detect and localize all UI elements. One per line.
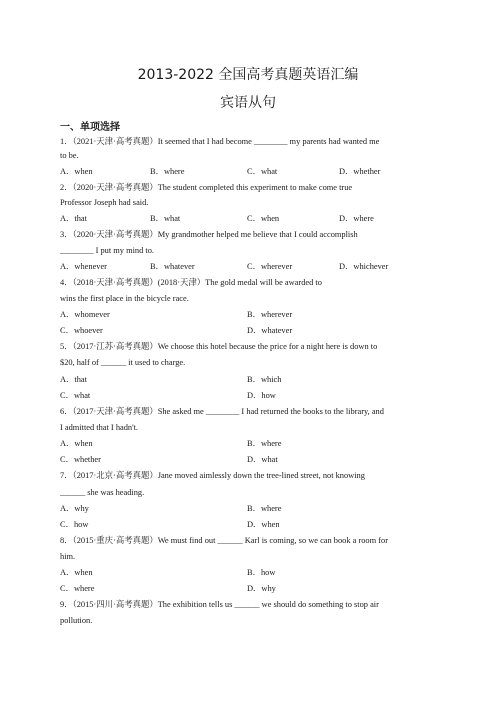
question-4-option-b: B．wherever bbox=[247, 310, 293, 319]
question-4-stem-cont: wins the first place in the bicycle race. bbox=[60, 294, 189, 303]
question-5-option-b: B．which bbox=[247, 375, 282, 384]
question-7-stem: 7．（2017·北京·高考真题）Jane moved aimlessly down the tree-lined street, not knowing bbox=[60, 471, 365, 480]
question-1-stem: 1．（2021·天津·高考真题）It seemed that I had become ________ my parents had wanted me bbox=[60, 137, 380, 146]
question-1-option-b: B．where bbox=[150, 167, 185, 176]
question-6-option-a: A．when bbox=[60, 439, 93, 448]
question-1-option-d: D．whether bbox=[339, 167, 381, 176]
question-1-option-a: A．when bbox=[60, 167, 93, 176]
question-6-stem: 6．（2017·天津·高考真题）She asked me ________ I had returned the books to the library, and bbox=[60, 407, 384, 416]
question-9-stem: 9．（2015·四川·高考真题）The exhibition tells us ______ we should do something to stop air bbox=[60, 600, 379, 609]
question-4-option-a: A．whomever bbox=[60, 310, 110, 319]
question-2-option-c: C．when bbox=[247, 214, 280, 223]
question-4-option-c: C．whoever bbox=[60, 326, 103, 335]
question-5-stem-cont: $20, half of ______ it used to charge. bbox=[60, 358, 186, 367]
question-8-option-c: C．where bbox=[60, 584, 95, 593]
question-2-stem: 2．（2020·天津·高考真题）The student completed this experiment to make come true bbox=[60, 183, 353, 192]
question-4-option-d: D．whatever bbox=[247, 326, 293, 335]
document-title: 2013-2022 全国高考真题英语汇编 bbox=[137, 67, 359, 83]
question-3-stem: 3．（2020·天津·高考真题）My grandmother helped me believe that I could accomplish bbox=[60, 230, 358, 239]
question-7-option-b: B．where bbox=[247, 504, 282, 513]
question-2-option-a: A．that bbox=[60, 214, 87, 223]
question-5-stem: 5．（2017·江苏·高考真题）We choose this hotel because the price for a night here is down to bbox=[60, 342, 378, 351]
question-8-stem: 8．（2015·重庆·高考真题）We must find out ______ Karl is coming, so we can book a room for bbox=[60, 536, 388, 545]
question-5-option-c: C．what bbox=[60, 391, 91, 400]
question-1-option-c: C．what bbox=[247, 167, 278, 176]
question-5-option-d: D．how bbox=[247, 391, 276, 400]
question-2-stem-cont: Professor Joseph had said. bbox=[60, 198, 149, 207]
question-2-option-b: B．what bbox=[150, 214, 181, 223]
question-4-stem: 4．（2018·天津·高考真题）(2018·天津）The gold medal will be awarded to bbox=[60, 278, 322, 287]
question-6-option-d: D．what bbox=[247, 455, 278, 464]
question-8-stem-cont: him. bbox=[60, 552, 76, 561]
question-6-option-b: B．where bbox=[247, 439, 282, 448]
question-7-option-c: C．how bbox=[60, 520, 89, 529]
question-1-stem-cont: to be. bbox=[60, 151, 79, 160]
question-3-option-c: C．wherever bbox=[247, 262, 293, 271]
question-6-option-c: C．whether bbox=[60, 455, 101, 464]
question-9-stem-cont: pollution. bbox=[60, 616, 93, 625]
question-7-option-d: D．when bbox=[247, 520, 280, 529]
question-3-option-d: D．whichever bbox=[339, 262, 389, 271]
question-7-option-a: A．why bbox=[60, 504, 89, 513]
question-7-stem-cont: ______ she was heading. bbox=[60, 488, 145, 497]
question-6-stem-cont: I admitted that I hadn't. bbox=[60, 423, 139, 432]
question-2-option-d: D．where bbox=[339, 214, 374, 223]
question-5-option-a: A．that bbox=[60, 375, 87, 384]
question-3-option-a: A．whenever bbox=[60, 262, 107, 271]
question-8-option-b: B．how bbox=[247, 568, 276, 577]
question-3-option-b: B．whatever bbox=[150, 262, 195, 271]
section-heading: 一、单项选择 bbox=[60, 122, 120, 133]
question-8-option-a: A．when bbox=[60, 568, 93, 577]
document-subtitle: 宾语从句 bbox=[220, 95, 276, 111]
question-8-option-d: D．why bbox=[247, 584, 276, 593]
question-3-stem-cont: ________ I put my mind to. bbox=[60, 246, 154, 255]
